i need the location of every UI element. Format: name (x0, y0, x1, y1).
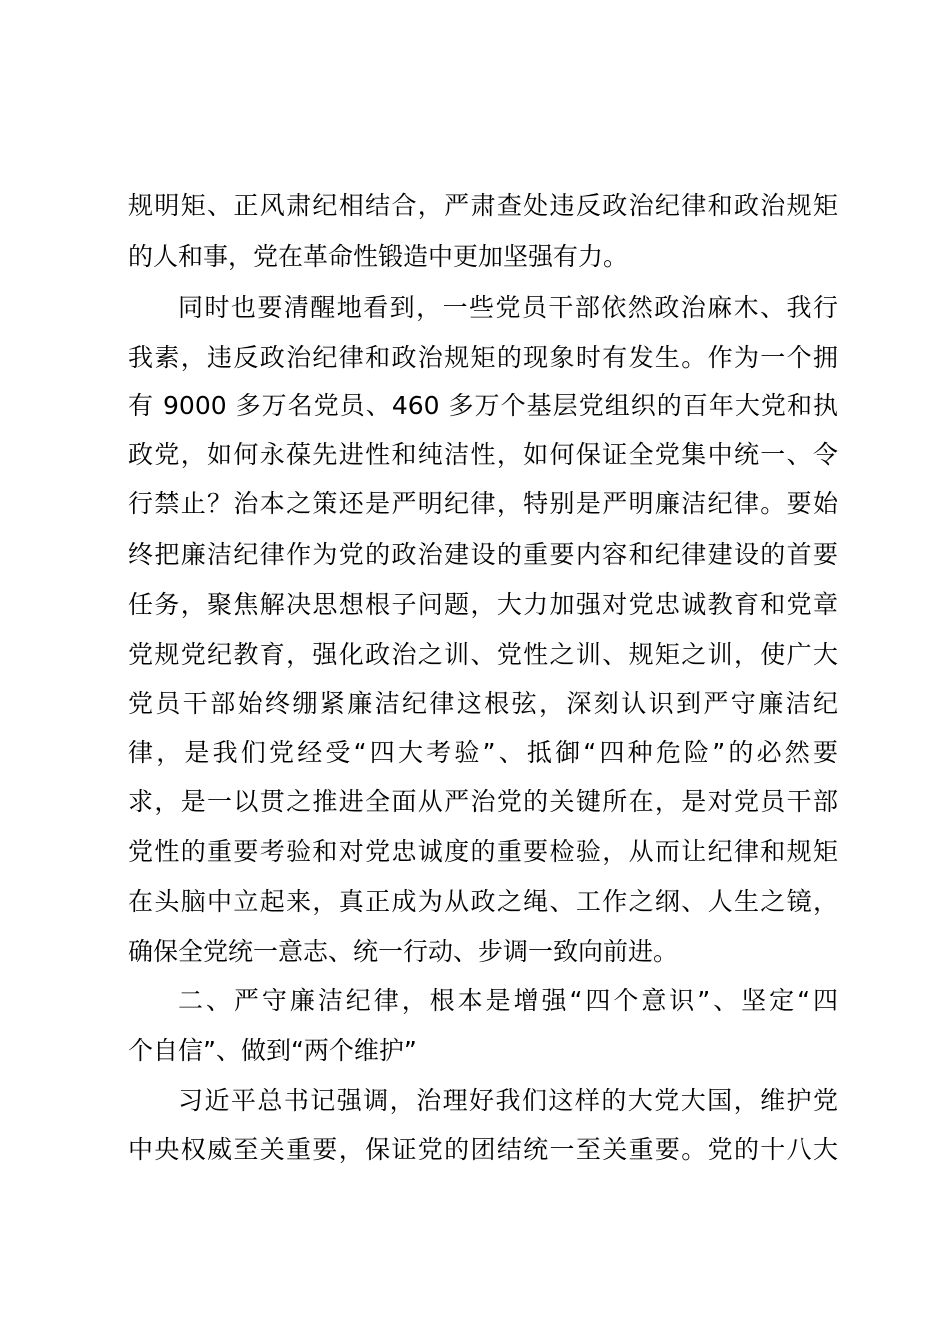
text-line: 党规党纪教育，强化政治之训、党性之训、规矩之训，使广大 (128, 640, 838, 669)
text-line: 任务，聚焦解决思想根子问题，大力加强对党忠诚教育和党章 (128, 590, 838, 619)
text-line: 我素，违反政治纪律和政治规矩的现象时有发生。作为一个拥 (128, 343, 838, 372)
text-line: 中央权威至关重要，保证党的团结统一至关重要。党的十八大 (128, 1135, 838, 1164)
section-heading-line: 二、严守廉洁纪律，根本是增强“四个意识”、坚定“四 (178, 986, 838, 1015)
text-line: 在头脑中立起来，真正成为从政之绳、工作之纲、人生之镜， (128, 887, 838, 916)
paragraph-first-line: 习近平总书记强调，治理好我们这样的大党大国，维护党 (178, 1086, 838, 1115)
section-heading-line: 个自信”、做到“两个维护” (128, 1036, 417, 1065)
text-line: 的人和事，党在革命性锻造中更加坚强有力。 (128, 242, 629, 271)
text-line: 党员干部始终绷紧廉洁纪律这根弦，深刻认识到严守廉洁纪 (128, 689, 838, 718)
text-line: 行禁止？治本之策还是严明纪律，特别是严明廉洁纪律。要始 (128, 489, 838, 518)
text-line: 确保全党统一意志、统一行动、步调一致向前进。 (128, 937, 679, 966)
text-line: 党性的重要考验和对党忠诚度的重要检验，从而让纪律和规矩 (128, 837, 838, 866)
text-line: 政党，如何永葆先进性和纯洁性，如何保证全党集中统一、令 (128, 440, 838, 469)
text-line: 律，是我们党经受“四大考验”、抵御“四种危险”的必然要 (128, 738, 838, 767)
text-line: 终把廉洁纪律作为党的政治建设的重要内容和纪律建设的首要 (128, 540, 838, 569)
text-line: 规明矩、正风肃纪相结合，严肃查处违反政治纪律和政治规矩 (128, 191, 838, 220)
text-line: 有 9000 多万名党员、460 多万个基层党组织的百年大党和执 (128, 391, 838, 420)
paragraph-first-line: 同时也要清醒地看到，一些党员干部依然政治麻木、我行 (178, 293, 838, 322)
text-line: 求，是一以贯之推进全面从严治党的关键所在，是对党员干部 (128, 787, 838, 816)
